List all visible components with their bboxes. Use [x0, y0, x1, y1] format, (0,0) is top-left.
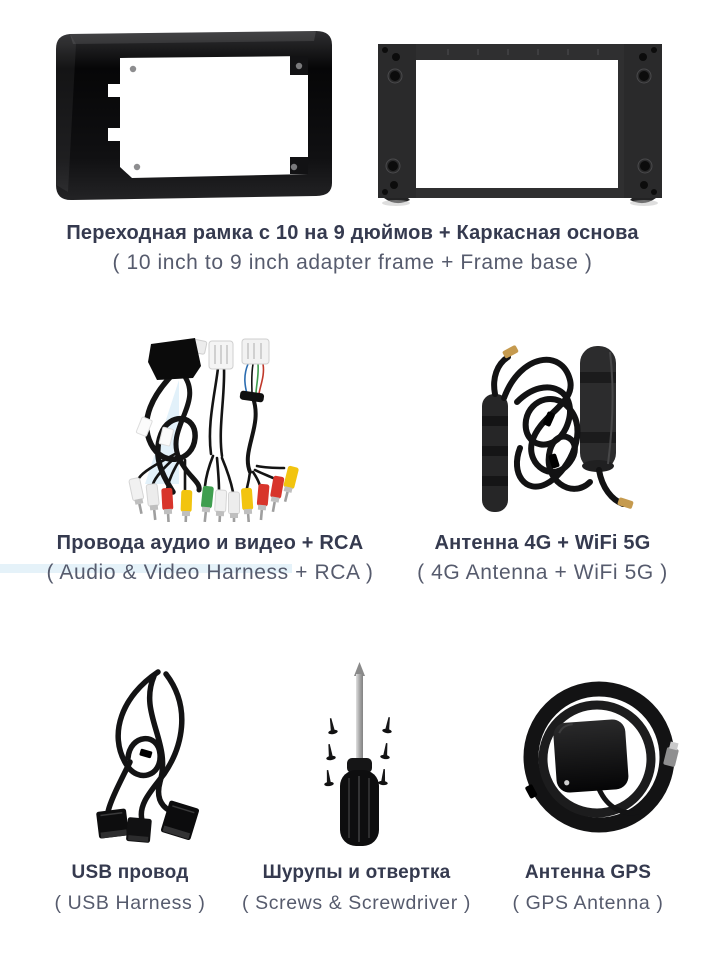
caption-screws-ru: Шурупы и отвертка	[262, 862, 451, 883]
caption-antenna-4g	[400, 530, 685, 586]
usb-connector	[126, 817, 152, 843]
caption-usb-en: ( USB Harness )	[54, 892, 206, 914]
caption-antenna-4g-en: ( 4G Antenna + WiFi 5G )	[417, 561, 668, 584]
usb-connector	[96, 808, 129, 838]
caption-screws-en: ( Screws & Screwdriver )	[242, 892, 471, 914]
screwdriver-shaft	[356, 674, 363, 762]
4g-wifi-antenna-drawing	[462, 332, 662, 520]
caption-antenna-4g-ru: Антенна 4G + WiFi 5G	[434, 532, 651, 554]
frame-base-photo	[372, 30, 668, 212]
gold-sma-connector	[617, 497, 634, 509]
usb-harness-drawing	[70, 662, 245, 852]
caption-screws	[225, 860, 488, 916]
adapter-frame-photo	[40, 28, 342, 203]
caption-frames	[0, 220, 705, 276]
caption-usb	[20, 860, 240, 916]
audio-video-harness-drawing	[123, 332, 321, 522]
gps-antenna-photo	[503, 665, 691, 847]
caption-harness-ru: Провода аудио и видео + RCA	[56, 532, 364, 554]
screws-screwdriver-photo	[283, 660, 438, 850]
caption-gps-ru: Антенна GPS	[524, 862, 652, 883]
gps-antenna-drawing	[503, 665, 691, 847]
frame-base-drawing	[372, 30, 668, 212]
caption-gps-en: ( GPS Antenna )	[512, 892, 664, 914]
usb-harness-photo	[70, 662, 245, 852]
caption-frames-ru: Переходная рамка с 10 на 9 дюймов + Каркасная основа	[66, 222, 639, 244]
audio-video-harness-photo	[123, 332, 321, 522]
screws-screwdriver-drawing	[283, 660, 438, 850]
caption-gps	[488, 860, 688, 916]
4g-wifi-antenna-photo	[462, 332, 662, 520]
caption-usb-ru: USB провод	[71, 862, 189, 883]
caption-frames-en: ( 10 inch to 9 inch adapter frame + Frame base )	[112, 251, 593, 274]
gps-puck	[553, 719, 630, 794]
caption-harness-en: ( Audio & Video Harness + RCA )	[46, 561, 374, 584]
caption-harness	[10, 530, 410, 586]
adapter-frame-drawing	[40, 28, 342, 203]
